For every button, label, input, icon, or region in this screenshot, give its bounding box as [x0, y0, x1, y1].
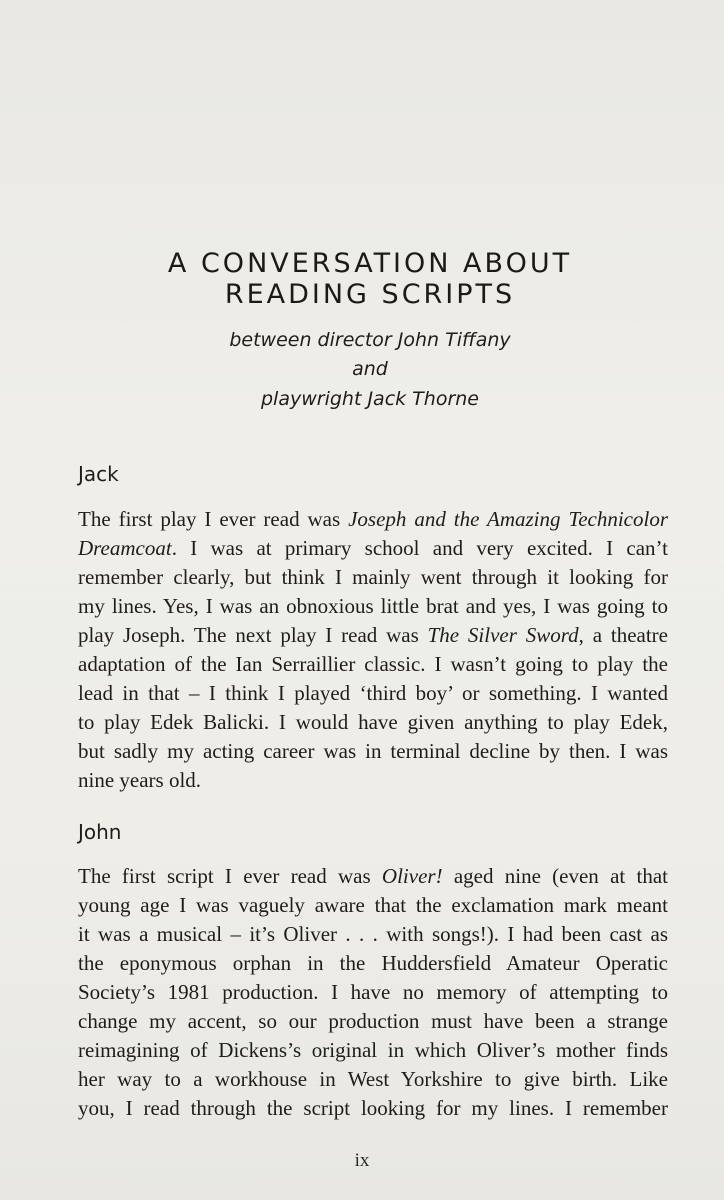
text-line: [78, 891, 668, 920]
text-line: [78, 708, 668, 737]
text-run: , a theatre: [578, 623, 668, 647]
text-line: [78, 737, 668, 766]
text-run: it was a musical – it’s Oliver . . . with songs!). I had been cast as: [78, 922, 668, 946]
byline-line-1: between director John Tiffany: [229, 329, 511, 351]
text-run: you, I read through the script looking for my lines. I remember: [78, 1096, 668, 1120]
byline-line-3: playwright Jack Thorne: [261, 388, 479, 410]
text-line: [78, 563, 668, 592]
italic-title: Joseph and the Amazing Technicolor: [348, 507, 668, 531]
bleed-through-header: [100, 34, 640, 51]
text-line: [78, 1065, 668, 1094]
text-run: but sadly my acting career was in terminal decline by then. I was: [78, 739, 668, 763]
paragraph-jack: [78, 505, 668, 795]
speaker-jack: Jack: [78, 462, 119, 486]
text-line: [78, 534, 668, 563]
text-run: adaptation of the Ian Serraillier classic. I wasn’t going to play the: [78, 652, 668, 676]
text-line: [78, 679, 668, 708]
chapter-title-line-2: READING SCRIPTS: [224, 279, 516, 310]
italic-title: Oliver!: [381, 864, 443, 888]
text-run: my lines. Yes, I was an obnoxious little brat and yes, I was going to: [78, 594, 668, 618]
speaker-john: John: [78, 820, 122, 844]
text-run: The first script I ever read was: [78, 864, 382, 888]
text-run: Society’s 1981 production. I have no memory of attempting to: [78, 980, 668, 1004]
text-line: [78, 862, 668, 891]
text-line: [78, 1094, 668, 1123]
text-line: [78, 1007, 668, 1036]
chapter-title: [60, 248, 680, 310]
italic-title: Dreamcoat: [78, 536, 172, 560]
text-line: [78, 766, 668, 795]
text-run: young age I was vaguely aware that the exclamation mark meant: [78, 893, 668, 917]
text-line: [78, 505, 668, 534]
text-line: [78, 592, 668, 621]
paragraph-john: [78, 862, 668, 1123]
text-run: reimagining of Dickens’s original in which Oliver’s mother finds: [78, 1038, 668, 1062]
text-run: play Joseph. The next play I read was: [78, 623, 428, 647]
text-line: [78, 920, 668, 949]
chapter-title-line-1: A CONVERSATION ABOUT: [167, 248, 573, 279]
text-run: nine years old.: [78, 768, 202, 792]
byline-line-2: and: [352, 358, 388, 380]
text-line: [78, 621, 668, 650]
text-line: [78, 1036, 668, 1065]
text-line: [78, 978, 668, 1007]
text-line: [78, 650, 668, 679]
text-run: lead in that – I think I played ‘third boy’ or something. I wanted: [78, 681, 668, 705]
page-number: ix: [354, 1150, 370, 1171]
text-run: aged nine (even at that: [442, 864, 668, 888]
text-run: . I was at primary school and very excited. I can’t: [171, 536, 668, 560]
text-line: [78, 949, 668, 978]
text-run: to play Edek Balicki. I would have given anything to play Edek,: [78, 710, 668, 734]
text-run: remember clearly, but think I mainly went through it looking for: [78, 565, 668, 589]
text-run: change my accent, so our production must have been a strange: [78, 1009, 668, 1033]
text-run: the eponymous orphan in the Huddersfield Amateur Operatic: [78, 951, 668, 975]
italic-title: The Silver Sword: [427, 623, 579, 647]
text-run: The first play I ever read was: [78, 507, 349, 531]
text-run: her way to a workhouse in West Yorkshire to give birth. Like: [78, 1067, 668, 1091]
